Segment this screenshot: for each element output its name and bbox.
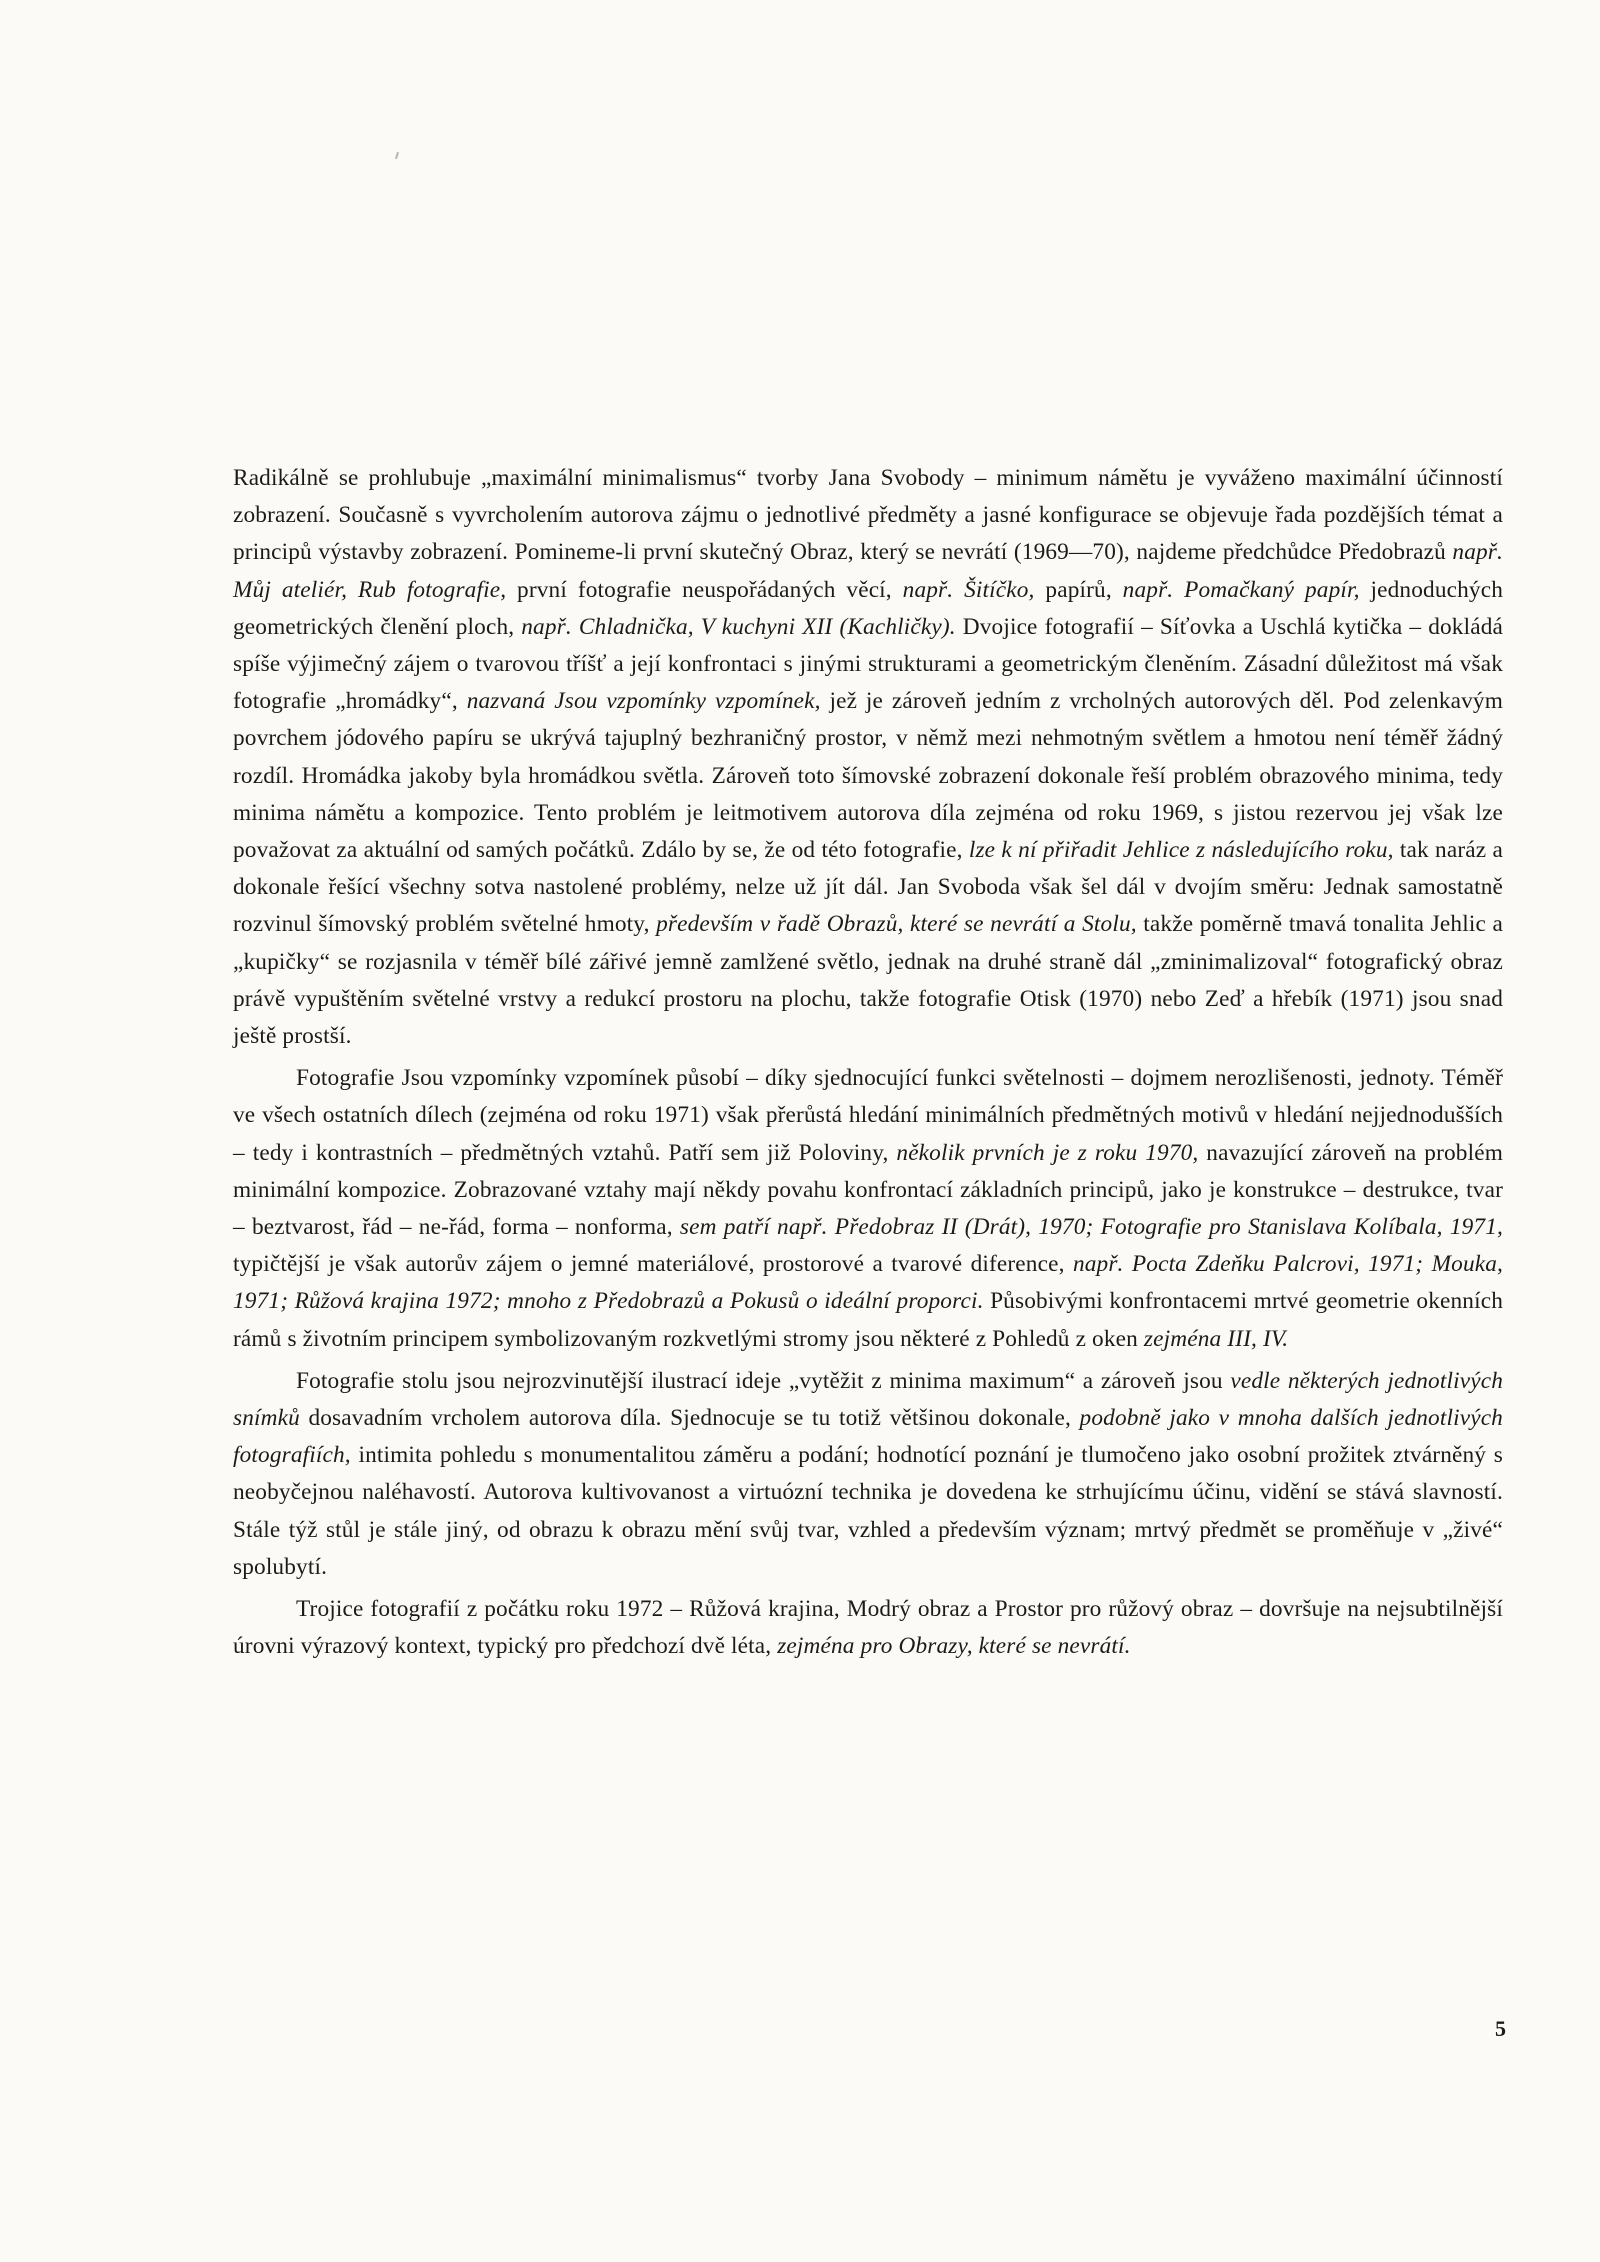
page-number: 5: [1495, 2016, 1506, 2041]
text-span: papírů,: [1034, 576, 1123, 603]
text-span: zejména III, IV.: [1143, 1325, 1289, 1352]
text-span: navazující zároveň na problém minimální kompozice. Zobrazované vztahy mají někdy povahu konfrontací základních principů, jako je konstrukce – destrukce, tvar – beztvarost, řád – ne-řád, forma – nonforma,: [233, 1139, 1503, 1241]
body-text: [233, 460, 1503, 1666]
text-span: např. Pocta Zdeňku Palcrovi, 1971; Mouka, 1971; Růžová krajina 1972; mnoho z Předobrazů a Pokusů o ideální proporci.: [233, 1251, 1504, 1315]
paragraph-3: [233, 1363, 1503, 1586]
paragraph-1: [233, 460, 1503, 1055]
text-span: takže poměrně tmavá tonalita Jehlic a „kupičky“ se rozjasnila v téměř bílé zářivé jemně zamlžené světlo, jednak na druhé straně dál „zminimalizoval“ fotografický obraz právě vypuštěním světelné vrstvy a redukcí prostoru na plochu, takže fotografie Otisk (1970) nebo Zeď a hřebík (1971) jsou snad ještě prostší.: [233, 911, 1504, 1050]
text-span: Trojice fotografií z počátku roku 1972 – Růžová krajina, Modrý obraz a Prostor pro růžový obraz – dovršuje na nejsubtilnější úrovni výrazový kontext, typický pro předchozí dvě léta,: [233, 1596, 1503, 1660]
paragraph-2: [233, 1060, 1503, 1358]
text-span: Působivými konfrontacemi mrtvé geometrie okenních rámů s životním principem symbolizovaným rozkvetlými stromy jsou některé z Pohledů z oken: [233, 1288, 1503, 1352]
text-span: jednoduchých geometrických členění ploch,: [233, 576, 1503, 640]
text-span: zejména pro Obrazy, které se nevrátí.: [777, 1633, 1131, 1660]
text-span: sem patří např. Předobraz II (Drát), 1970; Fotografie pro Stanislava Kolíbala, 1971,: [679, 1214, 1503, 1241]
text-span: Fotografie Jsou vzpomínky vzpomínek působí – díky sjednocující funkci světelnosti – dojmem nerozlišenosti, jednoty. Téměř ve všech ostatních dílech (zejména od roku 1971) však přerůstá hledání minimálních předmětných motivů v hledání nejjednodušších – tedy i kontrastních – předmětných vztahů. Patří sem již Poloviny,: [233, 1065, 1503, 1166]
text-span: Fotografie stolu jsou nejrozvinutější ilustrací ideje „vytěžit z minima maximum“ a zároveň jsou: [296, 1367, 1231, 1394]
text-span: např. Pomačkaný papír,: [1122, 576, 1360, 603]
text-span: jež je zároveň jedním z vrcholných autorových děl. Pod zelenkavým povrchem jódového papíru se ukrývá tajuplný bezhraničný prostor, v němž mezi nehmotným světlem a hmotou není téměř žádný rozdíl. Hromádka jakoby byla hromádkou světla. Zároveň toto šímovské zobrazení dokonale řeší problém obrazového minima, tedy minima námětu a kompozice. Tento problém je leitmotivem autorova díla zejména od roku 1969, s jistou rezervou jej však lze považovat za aktuální od samých počátků. Zdálo by se, že od této fotografie,: [233, 688, 1503, 864]
text-span: např. Chladnička, V kuchyni XII (Kachličky).: [521, 613, 956, 640]
text-span: několik prvních je z roku 1970,: [896, 1139, 1199, 1166]
text-span: především v řadě Obrazů, které se nevrátí a Stolu,: [656, 911, 1137, 938]
text-span: intimita pohledu s monumentalitou záměru a podání; hodnotící poznání je tlumočeno jako osobní prožitek ztvárněný s neobyčejnou naléhavostí. Autorova kultivovanost a virtuózní technika je dovedena ke strhujícímu účinu, vidění se stává slavností. Stále týž stůl je stále jiný, od obrazu k obrazu mění svůj tvar, vzhled a především význam; mrtvý předmět se proměňuje v „živé“ spolubytí.: [233, 1442, 1503, 1580]
text-span: lze k ní přiřadit Jehlice z následujícího roku,: [968, 837, 1394, 864]
paper-speck: [395, 152, 399, 159]
text-span: nazvaná Jsou vzpomínky vzpomínek,: [466, 688, 821, 715]
text-span: typičtější je však autorův zájem o jemné materiálové, prostorové a tvarové diference,: [233, 1251, 1073, 1278]
text-span: Dvojice fotografií – Síťovka a Uschlá kytička – dokládá spíše výjimečný zájem o tvarovou tříšť a její konfrontaci s jinými strukturami a geometrickým členěním. Zásadní důležitost má však fotografie „hromádky“,: [233, 613, 1503, 715]
text-span: Radikálně se prohlubuje „maximální minimalismus“ tvorby Jana Svobody – minimum námětu je vyváženo maximální účinností zobrazení. Současně s vyvrcholením autorova zájmu o jednotlivé předměty a jasné konfigurace se objevuje řada pozdějších témat a principů výstavby zobrazení. Pomineme-li první skutečný Obraz, který se nevrátí (1969—70), najdeme předchůdce Předobrazů: [233, 465, 1503, 566]
text-span: vedle některých jednotlivých snímků: [233, 1367, 1503, 1432]
text-span: tak naráz a dokonale řešící všechny sotva nastolené problémy, nelze už jít dál. Jan Svoboda však šel dál v dvojím směru: Jednak samostatně rozvinul šímovský problém světelné hmoty,: [233, 837, 1503, 938]
text-span: např. Šitíčko,: [902, 576, 1035, 603]
text-span: např. Můj ateliér, Rub fotografie,: [233, 539, 1503, 603]
text-span: dosavadním vrcholem autorova díla. Sjednocuje se tu totiž většinou dokonale,: [299, 1405, 1080, 1432]
text-span: první fotografie neuspořádaných věcí,: [506, 576, 903, 603]
text-span: podobně jako v mnoha dalších jednotlivých fotografiích,: [233, 1405, 1503, 1469]
paragraph-4: [233, 1591, 1503, 1665]
